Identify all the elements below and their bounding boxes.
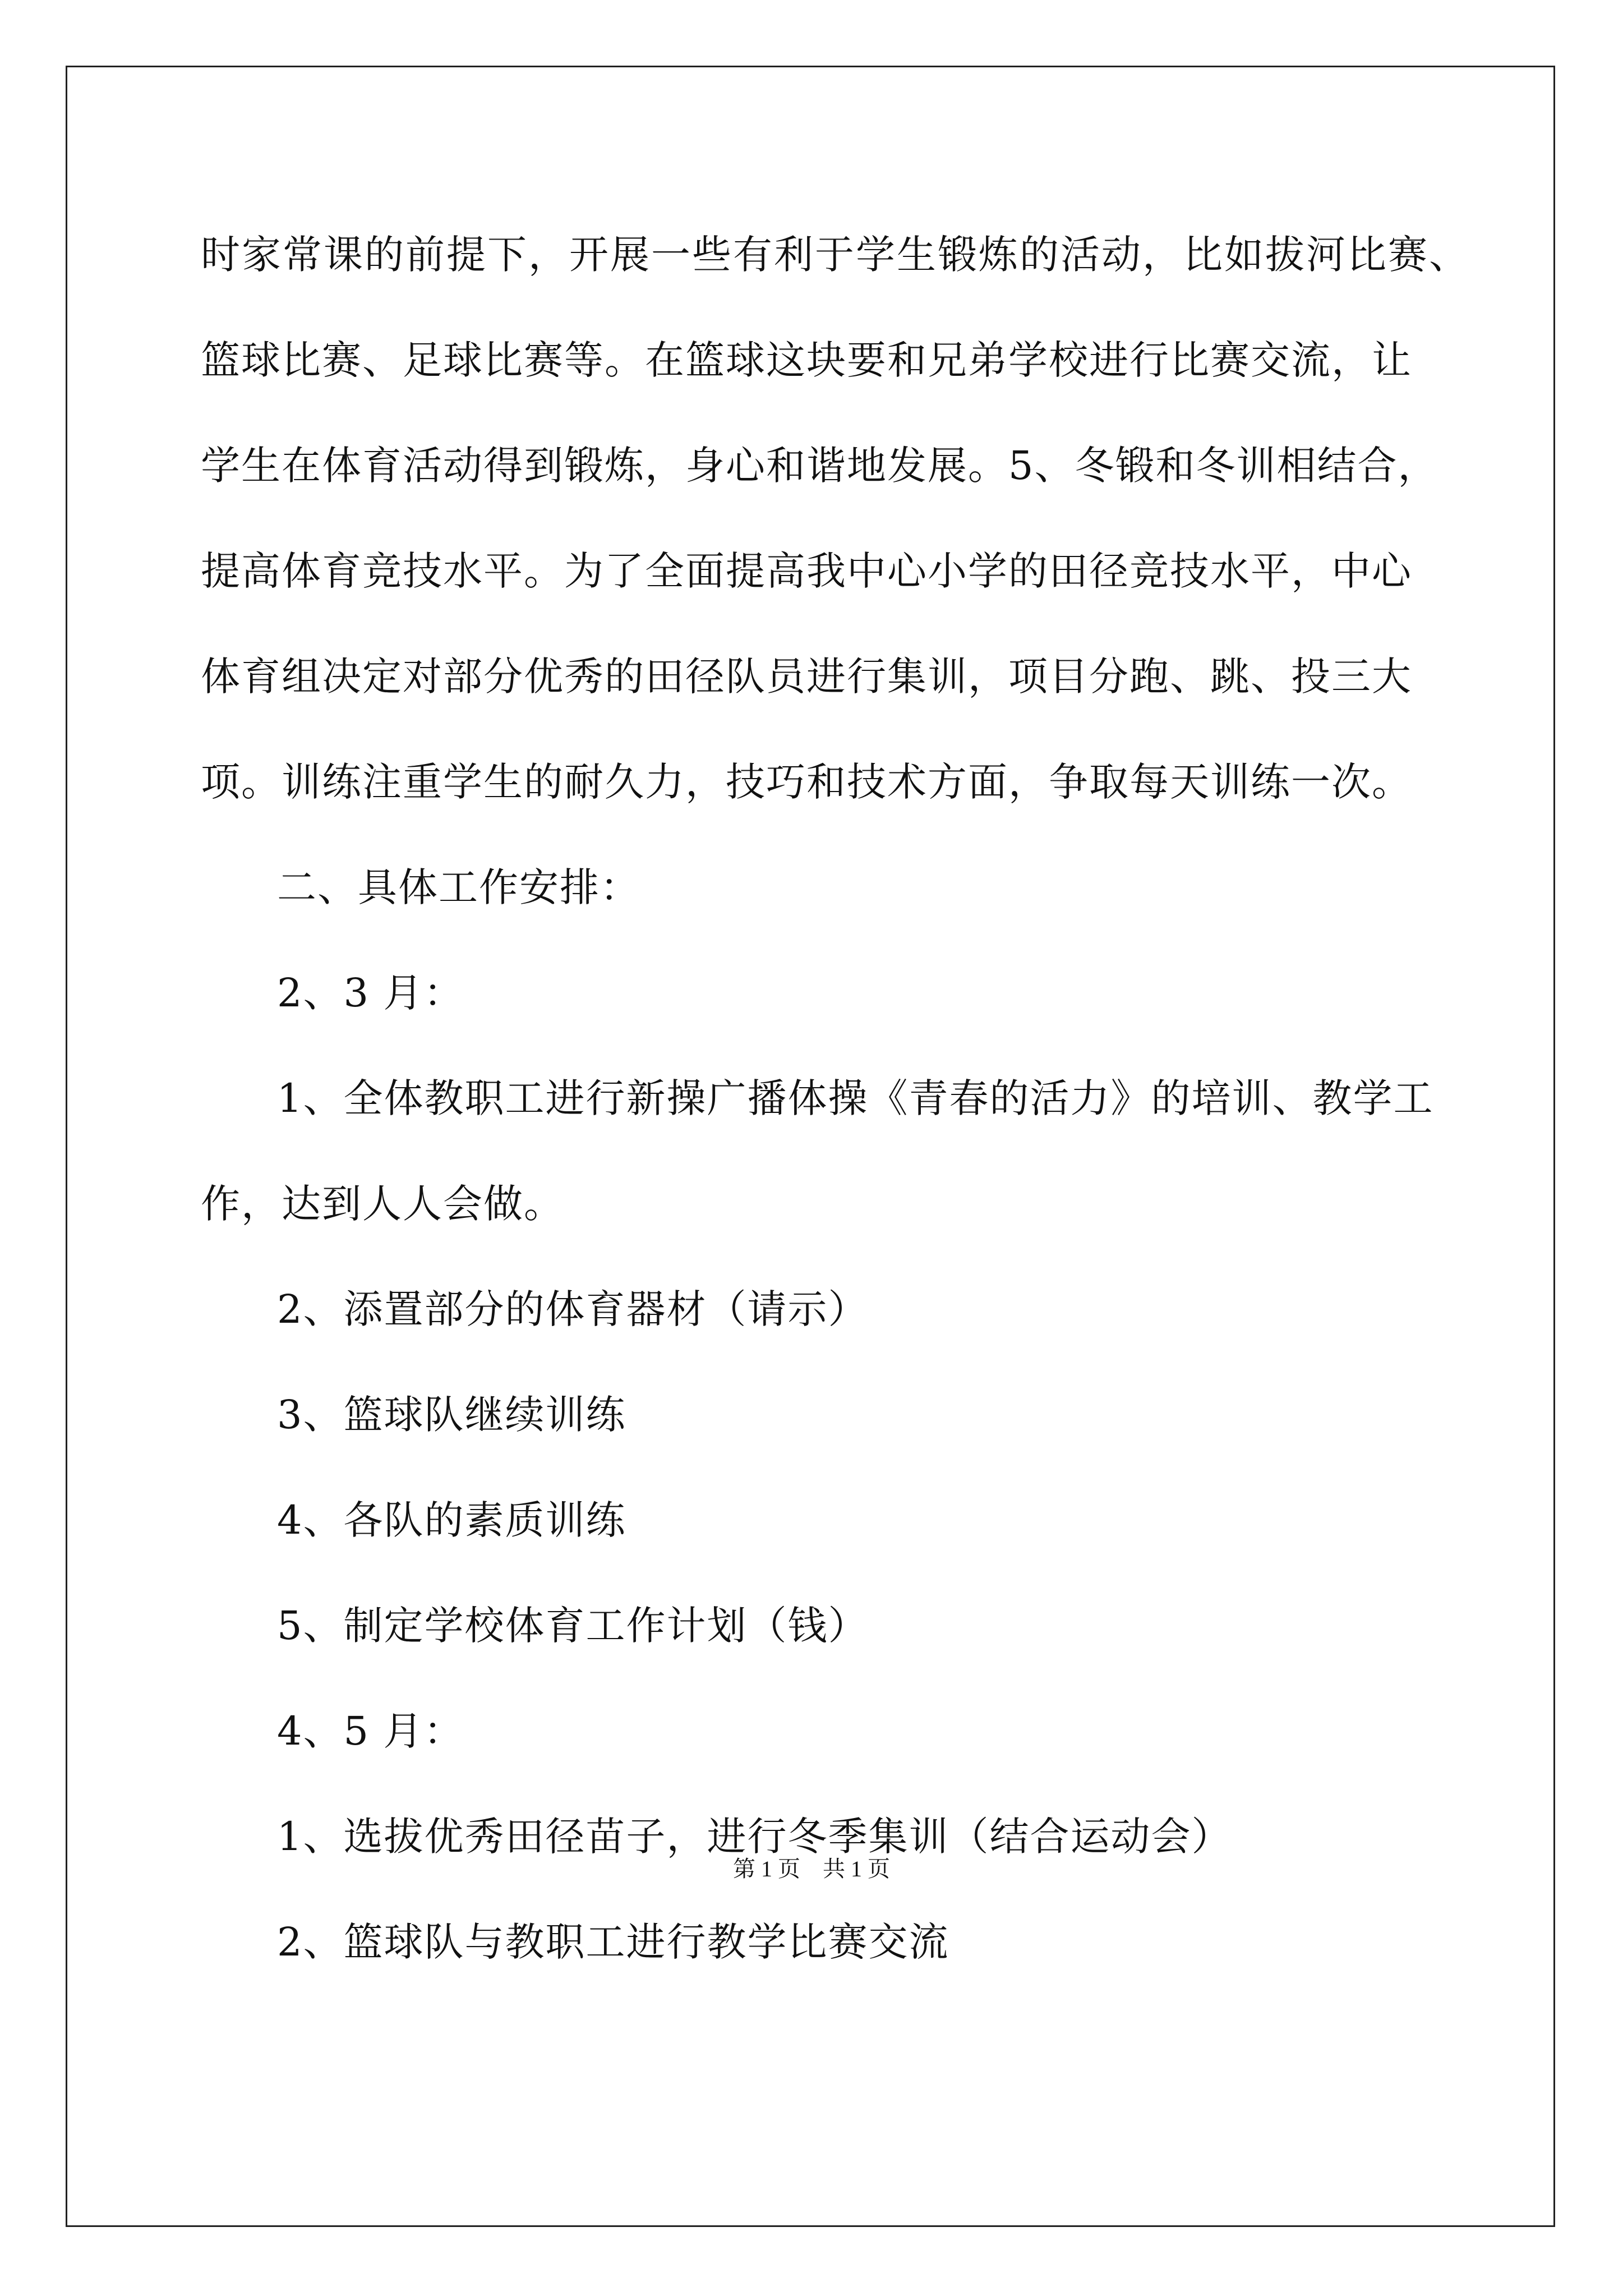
month-heading-apr-may: 4、5 月：	[277, 1708, 464, 1754]
list-item: 4、各队的素质训练	[277, 1497, 626, 1543]
list-item-continuation: 作，达到人人会做。	[201, 1181, 564, 1227]
paragraph-line: 篮球比赛、足球比赛等。在篮球这块要和兄弟学校进行比赛交流，让	[201, 337, 1412, 383]
paragraph-line: 时家常课的前提下，开展一些有利于学生锻炼的活动，比如拔河比赛、	[201, 232, 1470, 278]
list-item: 3、篮球队继续训练	[277, 1392, 626, 1438]
section-heading: 二、具体工作安排：	[277, 864, 640, 910]
paragraph-line: 体育组决定对部分优秀的田径队员进行集训，项目分跑、跳、投三大	[201, 654, 1412, 700]
intro-paragraph	[201, 202, 1470, 835]
document-body	[201, 202, 1470, 1995]
list-item: 1、全体教职工进行新操广播体操《青春的活力》的培训、教学工	[277, 1075, 1434, 1121]
paragraph-line: 学生在体育活动得到锻炼，身心和谐地发展。5、冬锻和冬训相结合，	[201, 443, 1438, 489]
paragraph-line: 提高体育竞技水平。为了全面提高我中心小学的田径竞技水平，中心	[201, 548, 1412, 594]
month-heading-feb-mar: 2、3 月：	[277, 970, 464, 1016]
list-item: 5、制定学校体育工作计划（钱）	[277, 1603, 869, 1649]
paragraph-line: 项。训练注重学生的耐久力，技巧和技术方面，争取每天训练一次。	[201, 759, 1412, 805]
list-item: 1、选拔优秀田径苗子，进行冬季集训（结合运动会）	[277, 1814, 1232, 1860]
list-item: 2、篮球队与教职工进行教学比赛交流	[277, 1919, 949, 1965]
list-item: 2、添置部分的体育器材（请示）	[277, 1286, 869, 1332]
page-number-footer: 第 1 页 共 1 页	[733, 1856, 890, 1881]
